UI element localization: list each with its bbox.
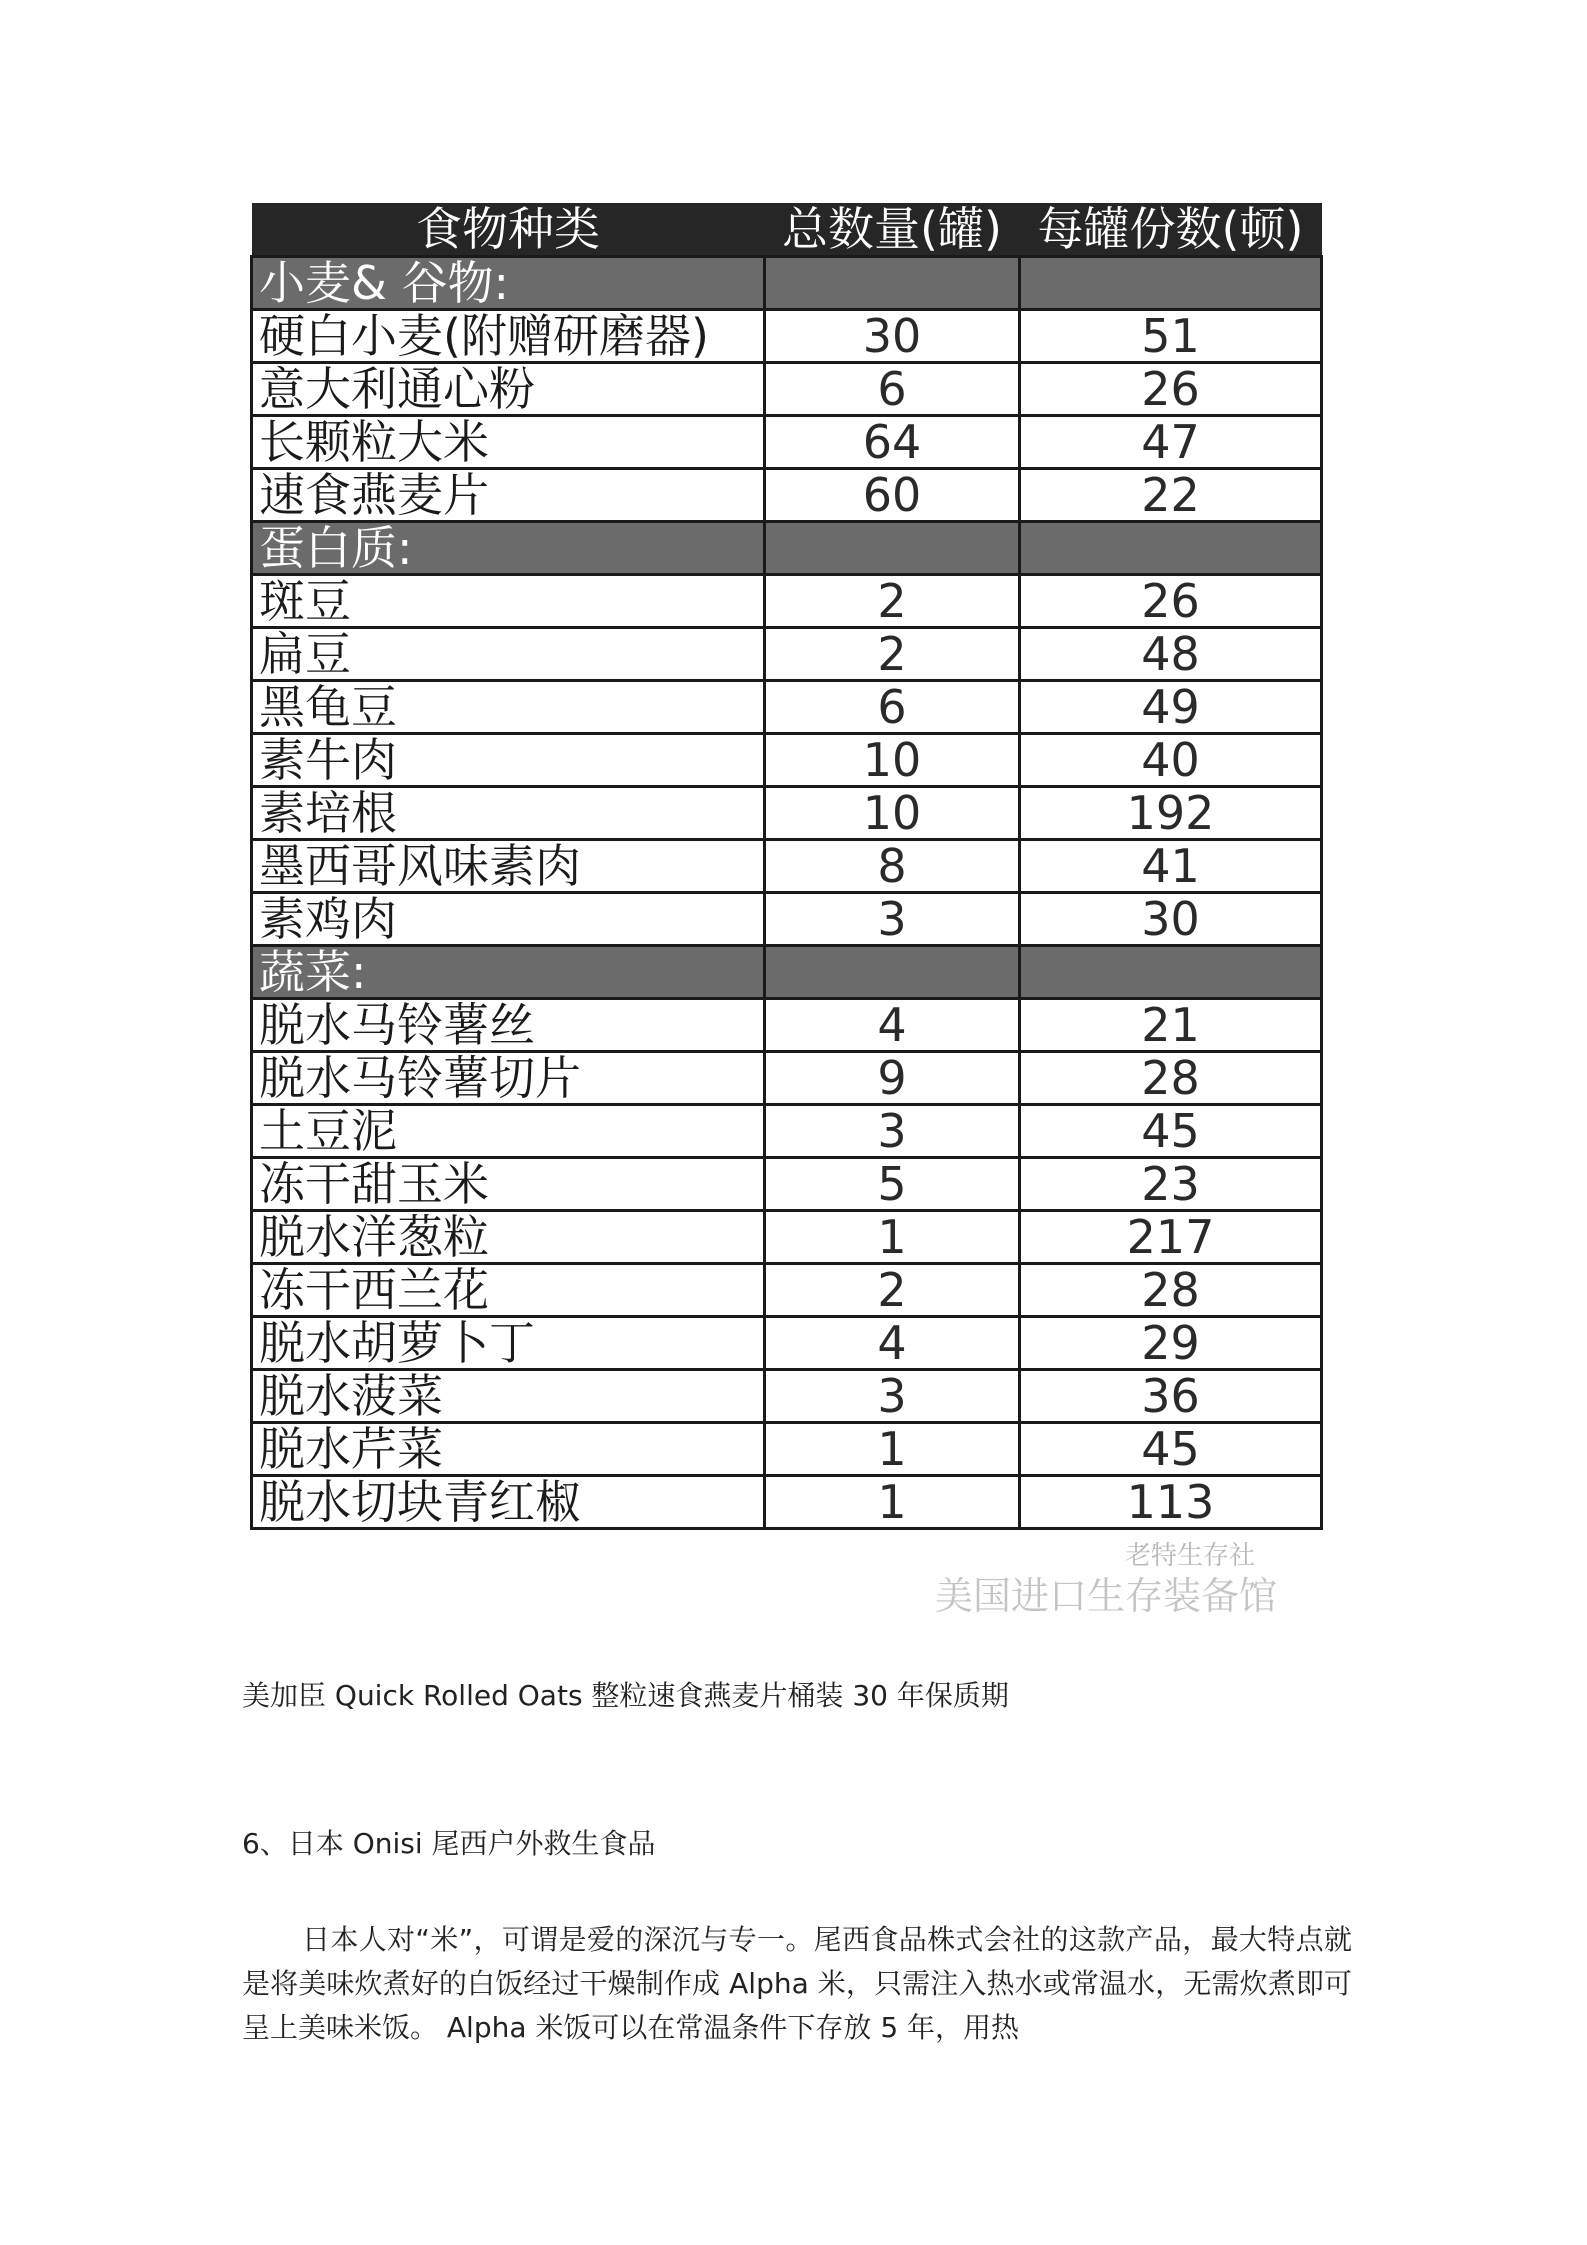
cell-servings bbox=[1020, 257, 1322, 310]
cell-total-qty: 3 bbox=[765, 1370, 1020, 1423]
cell-servings: 40 bbox=[1020, 734, 1322, 787]
cell-total-qty: 8 bbox=[765, 840, 1020, 893]
cell-food-name: 扁豆 bbox=[252, 628, 765, 681]
cell-total-qty: 6 bbox=[765, 363, 1020, 416]
cell-servings bbox=[1020, 522, 1322, 575]
cell-total-qty: 1 bbox=[765, 1423, 1020, 1476]
cell-total-qty: 4 bbox=[765, 1317, 1020, 1370]
table-row bbox=[252, 1158, 1322, 1211]
table-body bbox=[252, 257, 1322, 1529]
cell-total-qty: 2 bbox=[765, 628, 1020, 681]
header-food-type: 食物种类 bbox=[252, 203, 765, 257]
table-category-row bbox=[252, 257, 1322, 310]
cell-servings: 21 bbox=[1020, 999, 1322, 1052]
food-table-container bbox=[250, 203, 1320, 1530]
cell-food-name: 蔬菜: bbox=[252, 946, 765, 999]
table-row bbox=[252, 1105, 1322, 1158]
table-row bbox=[252, 363, 1322, 416]
cell-food-name: 墨西哥风味素肉 bbox=[252, 840, 765, 893]
cell-food-name: 脱水洋葱粒 bbox=[252, 1211, 765, 1264]
cell-food-name: 小麦& 谷物: bbox=[252, 257, 765, 310]
table-row bbox=[252, 1317, 1322, 1370]
table-row bbox=[252, 1476, 1322, 1529]
cell-servings: 51 bbox=[1020, 310, 1322, 363]
cell-food-name: 脱水芹菜 bbox=[252, 1423, 765, 1476]
food-storage-table bbox=[250, 203, 1323, 1530]
watermark-account: 老特生存社 bbox=[1125, 1541, 1256, 1571]
cell-food-name: 黑龟豆 bbox=[252, 681, 765, 734]
cell-total-qty: 60 bbox=[765, 469, 1020, 522]
cell-total-qty bbox=[765, 257, 1020, 310]
cell-food-name: 素牛肉 bbox=[252, 734, 765, 787]
cell-servings: 217 bbox=[1020, 1211, 1322, 1264]
table-header-row bbox=[252, 203, 1322, 257]
table-row bbox=[252, 999, 1322, 1052]
cell-servings: 30 bbox=[1020, 893, 1322, 946]
cell-food-name: 冻干甜玉米 bbox=[252, 1158, 765, 1211]
cell-food-name: 冻干西兰花 bbox=[252, 1264, 765, 1317]
table-row bbox=[252, 734, 1322, 787]
table-category-row bbox=[252, 522, 1322, 575]
cell-total-qty: 64 bbox=[765, 416, 1020, 469]
table-row bbox=[252, 893, 1322, 946]
cell-total-qty: 6 bbox=[765, 681, 1020, 734]
table-row bbox=[252, 628, 1322, 681]
cell-food-name: 素培根 bbox=[252, 787, 765, 840]
cell-food-name: 意大利通心粉 bbox=[252, 363, 765, 416]
cell-servings: 49 bbox=[1020, 681, 1322, 734]
cell-food-name: 脱水切块青红椒 bbox=[252, 1476, 765, 1529]
cell-servings: 36 bbox=[1020, 1370, 1322, 1423]
table-row bbox=[252, 469, 1322, 522]
cell-servings: 48 bbox=[1020, 628, 1322, 681]
cell-servings: 41 bbox=[1020, 840, 1322, 893]
header-total-qty: 总数量(罐) bbox=[765, 203, 1020, 257]
table-row bbox=[252, 575, 1322, 628]
cell-servings bbox=[1020, 946, 1322, 999]
table-row bbox=[252, 681, 1322, 734]
cell-total-qty: 9 bbox=[765, 1052, 1020, 1105]
cell-food-name: 素鸡肉 bbox=[252, 893, 765, 946]
cell-total-qty: 4 bbox=[765, 999, 1020, 1052]
cell-servings: 22 bbox=[1020, 469, 1322, 522]
cell-total-qty: 1 bbox=[765, 1476, 1020, 1529]
cell-food-name: 脱水马铃薯丝 bbox=[252, 999, 765, 1052]
cell-total-qty: 5 bbox=[765, 1158, 1020, 1211]
table-category-row bbox=[252, 946, 1322, 999]
cell-servings: 45 bbox=[1020, 1105, 1322, 1158]
image-caption: 美加臣 Quick Rolled Oats 整粒速食燕麦片桶装 30 年保质期 bbox=[242, 1679, 1009, 1712]
cell-servings: 28 bbox=[1020, 1052, 1322, 1105]
cell-total-qty: 10 bbox=[765, 787, 1020, 840]
cell-servings: 23 bbox=[1020, 1158, 1322, 1211]
cell-food-name: 长颗粒大米 bbox=[252, 416, 765, 469]
cell-total-qty: 30 bbox=[765, 310, 1020, 363]
cell-total-qty bbox=[765, 522, 1020, 575]
cell-servings: 47 bbox=[1020, 416, 1322, 469]
cell-food-name: 脱水菠菜 bbox=[252, 1370, 765, 1423]
body-paragraph: 日本人对“米”，可谓是爱的深沉与专一。尾西食品株式会社的这款产品，最大特点就是将美味炊煮好的白饭经过干燥制作成 Alpha 米，只需注入热水或常温水，无需炊煮即可呈上美味米饭。 Alpha 米饭可以在常温条件下存放 5 年，用热 bbox=[242, 1923, 1352, 2044]
cell-total-qty bbox=[765, 946, 1020, 999]
table-row bbox=[252, 416, 1322, 469]
watermark-store: 美国进口生存装备馆 bbox=[935, 1574, 1278, 1618]
cell-total-qty: 3 bbox=[765, 893, 1020, 946]
cell-total-qty: 2 bbox=[765, 575, 1020, 628]
cell-food-name: 脱水马铃薯切片 bbox=[252, 1052, 765, 1105]
cell-food-name: 硬白小麦(附赠研磨器) bbox=[252, 310, 765, 363]
cell-food-name: 斑豆 bbox=[252, 575, 765, 628]
table-row bbox=[252, 1052, 1322, 1105]
cell-servings: 26 bbox=[1020, 363, 1322, 416]
cell-food-name: 土豆泥 bbox=[252, 1105, 765, 1158]
cell-food-name: 脱水胡萝卜丁 bbox=[252, 1317, 765, 1370]
header-servings: 每罐份数(顿) bbox=[1020, 203, 1322, 257]
cell-total-qty: 1 bbox=[765, 1211, 1020, 1264]
cell-food-name: 速食燕麦片 bbox=[252, 469, 765, 522]
table-row bbox=[252, 1264, 1322, 1317]
table-row bbox=[252, 840, 1322, 893]
cell-food-name: 蛋白质: bbox=[252, 522, 765, 575]
cell-servings: 192 bbox=[1020, 787, 1322, 840]
cell-servings: 113 bbox=[1020, 1476, 1322, 1529]
table-row bbox=[252, 1370, 1322, 1423]
cell-servings: 29 bbox=[1020, 1317, 1322, 1370]
cell-servings: 28 bbox=[1020, 1264, 1322, 1317]
table-row bbox=[252, 310, 1322, 363]
cell-servings: 45 bbox=[1020, 1423, 1322, 1476]
cell-total-qty: 10 bbox=[765, 734, 1020, 787]
cell-total-qty: 2 bbox=[765, 1264, 1020, 1317]
table-row bbox=[252, 1211, 1322, 1264]
cell-servings: 26 bbox=[1020, 575, 1322, 628]
table-row bbox=[252, 1423, 1322, 1476]
cell-total-qty: 3 bbox=[765, 1105, 1020, 1158]
section-heading: 6、日本 Onisi 尾西户外救生食品 bbox=[242, 1827, 656, 1860]
table-row bbox=[252, 787, 1322, 840]
